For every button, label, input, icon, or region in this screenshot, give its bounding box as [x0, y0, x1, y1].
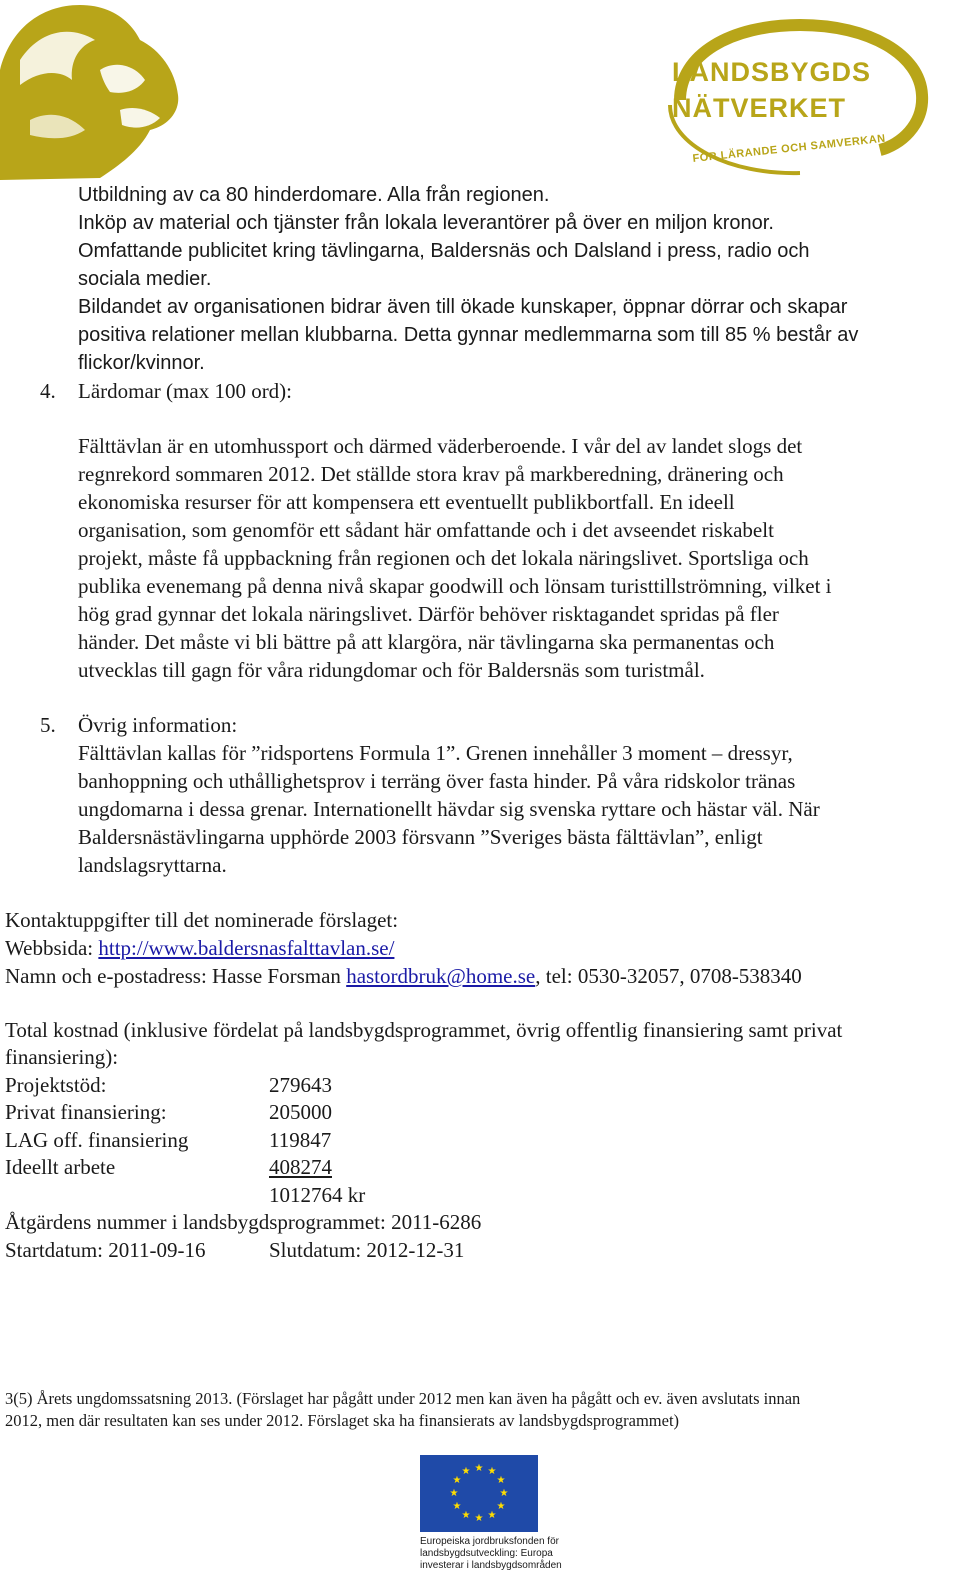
cost-value: 205000 — [269, 1100, 332, 1124]
eu-caption — [420, 1536, 562, 1572]
logo-tagline: FÖR LÄRANDE OCH SAMVERKAN — [692, 132, 887, 165]
svg-text:★: ★ — [487, 1466, 497, 1477]
cost-label: Privat finansiering: — [5, 1100, 167, 1124]
cost-heading: Total kostnad (inklusive fördelat på landsbygdsprogrammet, övrig offentlig finansiering samt privat — [5, 1018, 843, 1042]
section-5-line: Baldersnästävlingarna upphörde 2003 försvann ”Sveriges bästa fälttävlan”, enligt — [78, 825, 763, 849]
cost-label: LAG off. finansiering — [5, 1128, 189, 1152]
results-line: Bildandet av organisationen bidrar även till ökade kunskaper, öppnar dörrar och skapar — [78, 296, 848, 318]
section-4-line: händer. Det måste vi bli bättre på att klargöra, när tävlingarna ska permanentas och — [78, 630, 775, 654]
footnote-line: 3(5) Årets ungdomssatsning 2013. (Förslaget har pågått under 2012 men kan även ha pågått och ev. även avslutats innan — [5, 1389, 801, 1408]
contact-website-row — [5, 934, 394, 962]
section-4-line: ekonomiska resurser för att kompensera ett eventuellt publikbortfall. En ideell — [78, 490, 735, 514]
svg-text:★: ★ — [474, 1513, 484, 1524]
results-line: flickor/kvinnor. — [78, 352, 205, 374]
website-link[interactable]: http://www.baldersnasfalttavlan.se/ — [98, 936, 395, 960]
section-4-line: Fälttävlan är en utomhussport och därmed väderberoende. I vår del av landet slogs det — [78, 434, 803, 458]
svg-text:★: ★ — [496, 1475, 506, 1486]
svg-text:★: ★ — [452, 1475, 462, 1486]
section-4-line: regnrekord sommaren 2012. Det ställde stora krav på markberedning, dränering och — [78, 462, 784, 486]
phone-text: , tel: 0530-32057, 0708-538340 — [535, 964, 802, 988]
cost-label: Ideellt arbete — [5, 1155, 116, 1179]
section-4-line: organisation, som genomför ett sådant här omfattande och i det avseendet riskabelt — [78, 518, 774, 542]
svg-text:★: ★ — [496, 1501, 506, 1512]
results-line: positiva relationer mellan klubbarna. Detta gynnar medlemmarna som till 85 % består av — [78, 324, 859, 346]
contact-heading: Kontaktuppgifter till det nominerade förslaget: — [5, 908, 399, 932]
svg-text:★: ★ — [461, 1510, 471, 1521]
svg-text:★: ★ — [461, 1466, 471, 1477]
logo-line-2: NÄTVERKET — [672, 93, 847, 123]
svg-text:★: ★ — [449, 1488, 459, 1499]
svg-text:★: ★ — [452, 1501, 462, 1512]
section-5-line: banhoppning och uthållighetsprov i terräng över fasta hinder. På våra ridskolor tränas — [78, 769, 796, 793]
eu-flag — [420, 1455, 538, 1532]
eu-stars-icon — [420, 1455, 538, 1532]
name-label: Namn och e-postadress: Hasse Forsman — [5, 964, 347, 988]
section-4-line: hög grad gynnar det lokala näringslivet. Därför behöver risktagandet spridas på fler — [78, 602, 779, 626]
landsbygdsnatverket-logo — [660, 15, 940, 185]
section-4-number: 4. — [40, 379, 56, 403]
section-4-line: publika evenemang på denna nivå skapar goodwill och lönsam turisttillströmning, vilket i — [78, 574, 832, 598]
website-label: Webbsida: — [5, 936, 99, 960]
section-4-line: utvecklas till gagn för våra ridungdomar och för Baldersnäs som turistmål. — [78, 658, 705, 682]
logo-line-1: LANDSBYGDS — [672, 57, 872, 87]
section-4-line: projekt, måste få uppbackning från regionen och det lokala näringslivet. Sportsliga och — [78, 546, 809, 570]
ram-logo — [0, 0, 180, 180]
eu-caption-line: Europeiska jordbruksfonden för — [420, 1536, 559, 1547]
results-line: Omfattande publicitet kring tävlingarna, Baldersnäs och Dalsland i press, radio och — [78, 240, 810, 262]
results-line: Utbildning av ca 80 hinderdomare. Alla från regionen. — [78, 184, 550, 206]
cost-label: Projektstöd: — [5, 1073, 107, 1097]
cost-value: 408274 — [269, 1155, 332, 1179]
email-link[interactable]: hastordbruk@home.se — [346, 964, 536, 988]
results-line: sociala medier. — [78, 268, 212, 290]
section-5-line: Fälttävlan kallas för ”ridsportens Formula 1”. Grenen innehåller 3 moment – dressyr, — [78, 741, 793, 765]
section-5-number: 5. — [40, 713, 56, 737]
svg-text:★: ★ — [487, 1510, 497, 1521]
svg-text:★: ★ — [499, 1488, 509, 1499]
start-date: Startdatum: 2011-09-16 — [5, 1238, 206, 1262]
section-4-heading: Lärdomar (max 100 ord): — [78, 379, 293, 403]
cost-total: 1012764 kr — [269, 1183, 366, 1207]
section-5-line: landslagsryttarna. — [78, 853, 227, 877]
end-date: Slutdatum: 2012-12-31 — [269, 1238, 465, 1262]
cost-heading-cont: finansiering): — [5, 1045, 119, 1069]
footnote-line: 2012, men där resultaten kan ses under 2012. Förslaget ska ha finansierats av landsbygdsprogrammet) — [5, 1411, 680, 1430]
svg-text:★: ★ — [474, 1463, 484, 1474]
eu-caption-line: landsbygdsutveckling: Europa — [420, 1548, 553, 1559]
contact-name-row — [5, 962, 802, 990]
results-line: Inköp av material och tjänster från lokala leverantörer på över en miljon kronor. — [78, 212, 774, 234]
measure-number: Åtgärdens nummer i landsbygdsprogrammet: 2011-6286 — [5, 1210, 482, 1234]
cost-value: 119847 — [269, 1128, 332, 1152]
section-5-heading: Övrig information: — [78, 713, 238, 737]
section-5-line: ungdomarna i dessa grenar. Internationellt hävdar sig svenska ryttare och hästar väl. När — [78, 797, 820, 821]
eu-caption-line: investerar i landsbygdsområden — [420, 1560, 562, 1571]
cost-value: 279643 — [269, 1073, 332, 1097]
